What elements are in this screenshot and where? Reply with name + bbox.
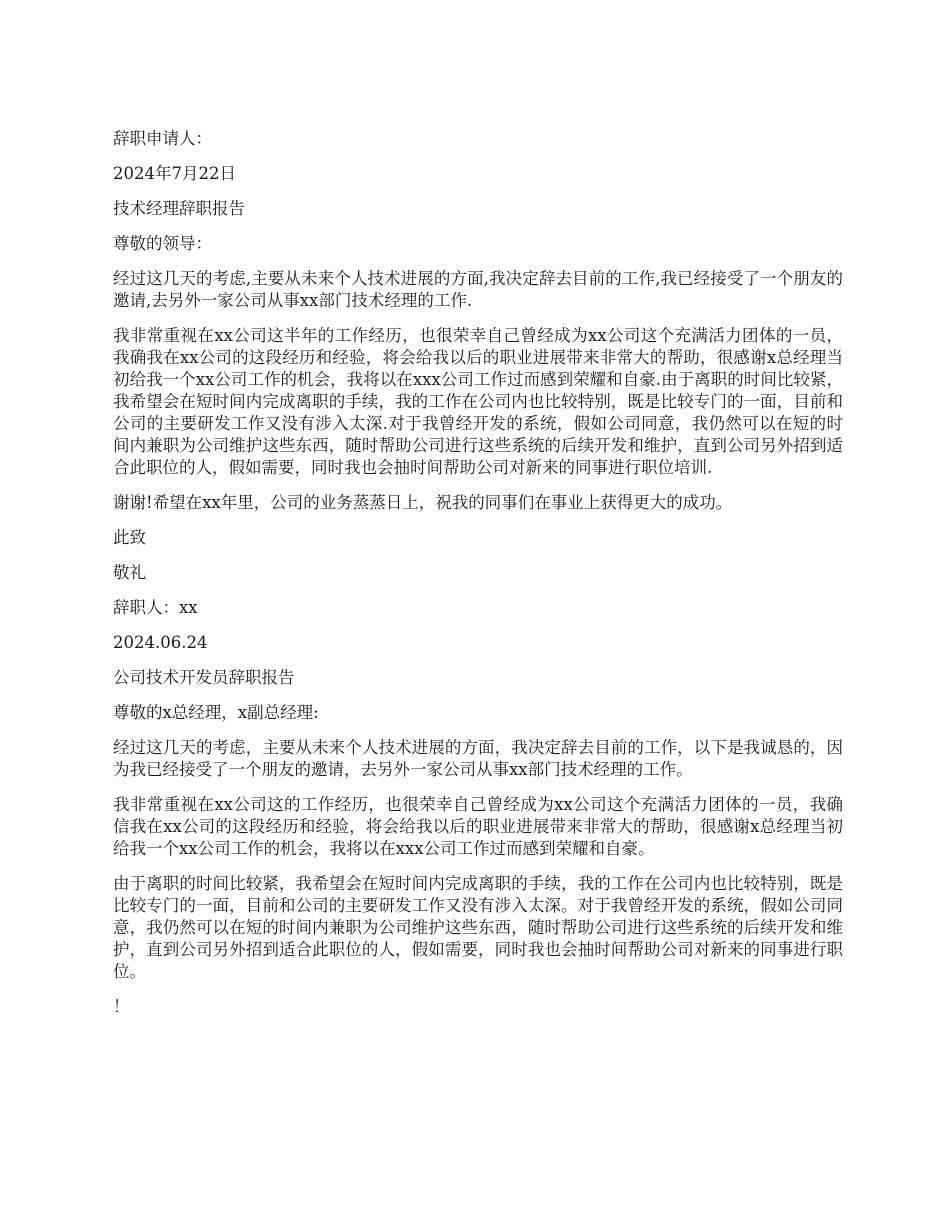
report-title: 技术经理辞职报告 (113, 199, 245, 218)
date-line: 2024年7月22日 (113, 164, 236, 183)
closing-line: 此致 (113, 528, 146, 547)
body-paragraph: 经过这几天的考虑，主要从未来个人技术进展的方面，我决定辞去目前的工作，以下是我诚恳的，因为我已经接受了一个朋友的邀请，去另外一家公司从事xx部门技术经理的工作。 (113, 738, 843, 779)
salutation: 尊敬的领导： (113, 234, 212, 253)
salutation: 尊敬的x总经理，x副总经理: (113, 703, 319, 722)
body-paragraph: 谢谢!希望在xx年里，公司的业务蒸蒸日上，祝我的同事们在事业上获得更大的成功。 (113, 493, 733, 512)
date-line: 2024.06.24 (113, 633, 208, 652)
applicant-line: 辞职申请人： (113, 129, 212, 148)
body-paragraph: 我非常重视在xx公司这半年的工作经历，也很荣幸自己曾经成为xx公司这个充满活力团体的一员，我确我在xx公司的这段经历和经验，将会给我以后的职业进展带来非常大的帮助，很感谢x总经理当初给我一个xx公司工作的机会，我将以在xxx公司工作过而感到荣耀和自豪.由于离职的时间比较紧，我希望会在短时间内完成离职的手续，我的工作在公司内也比较特别，既是比较专门的一面，目前和公司的主要研发工作又没有涉入太深.对于我曾经开发的系统，假如公司同意，我仍然可以在短的时间内兼职为公司维护这些东西，随时帮助公司进行这些系统的后续开发和维护，直到公司另外招到适合此职位的人，假如需要，同时我也会抽时间帮助公司对新来的同事进行职位培训. (113, 326, 843, 477)
document-body (113, 128, 843, 1031)
body-paragraph: ！ (113, 997, 130, 1016)
body-paragraph: 我非常重视在xx公司这的工作经历，也很荣幸自己曾经成为xx公司这个充满活力团体的一员，我确信我在xx公司的这段经历和经验，将会给我以后的职业进展带来非常大的帮助，很感谢x总经理当初给我一个xx公司工作的机会，我将以在xxx公司工作过而感到荣耀和自豪。 (113, 795, 843, 858)
report-title: 公司技术开发员辞职报告 (113, 668, 295, 687)
closing-line: 敬礼 (113, 563, 146, 582)
signature-line: 辞职人：xx (113, 598, 198, 617)
body-paragraph: 经过这几天的考虑,主要从未来个人技术进展的方面,我决定辞去目前的工作,我已经接受了一个朋友的邀请,去另外一家公司从事xx部门技术经理的工作. (113, 269, 843, 310)
body-paragraph: 由于离职的时间比较紧，我希望会在短时间内完成离职的手续，我的工作在公司内也比较特别，既是比较专门的一面，目前和公司的主要研发工作又没有涉入太深。对于我曾经开发的系统，假如公司同意，我仍然可以在短的时间内兼职为公司维护这些东西，随时帮助公司进行这些系统的后续开发和维护，直到公司另外招到适合此职位的人，假如需要，同时我也会抽时间帮助公司对新来的同事进行职位。 (113, 874, 843, 981)
